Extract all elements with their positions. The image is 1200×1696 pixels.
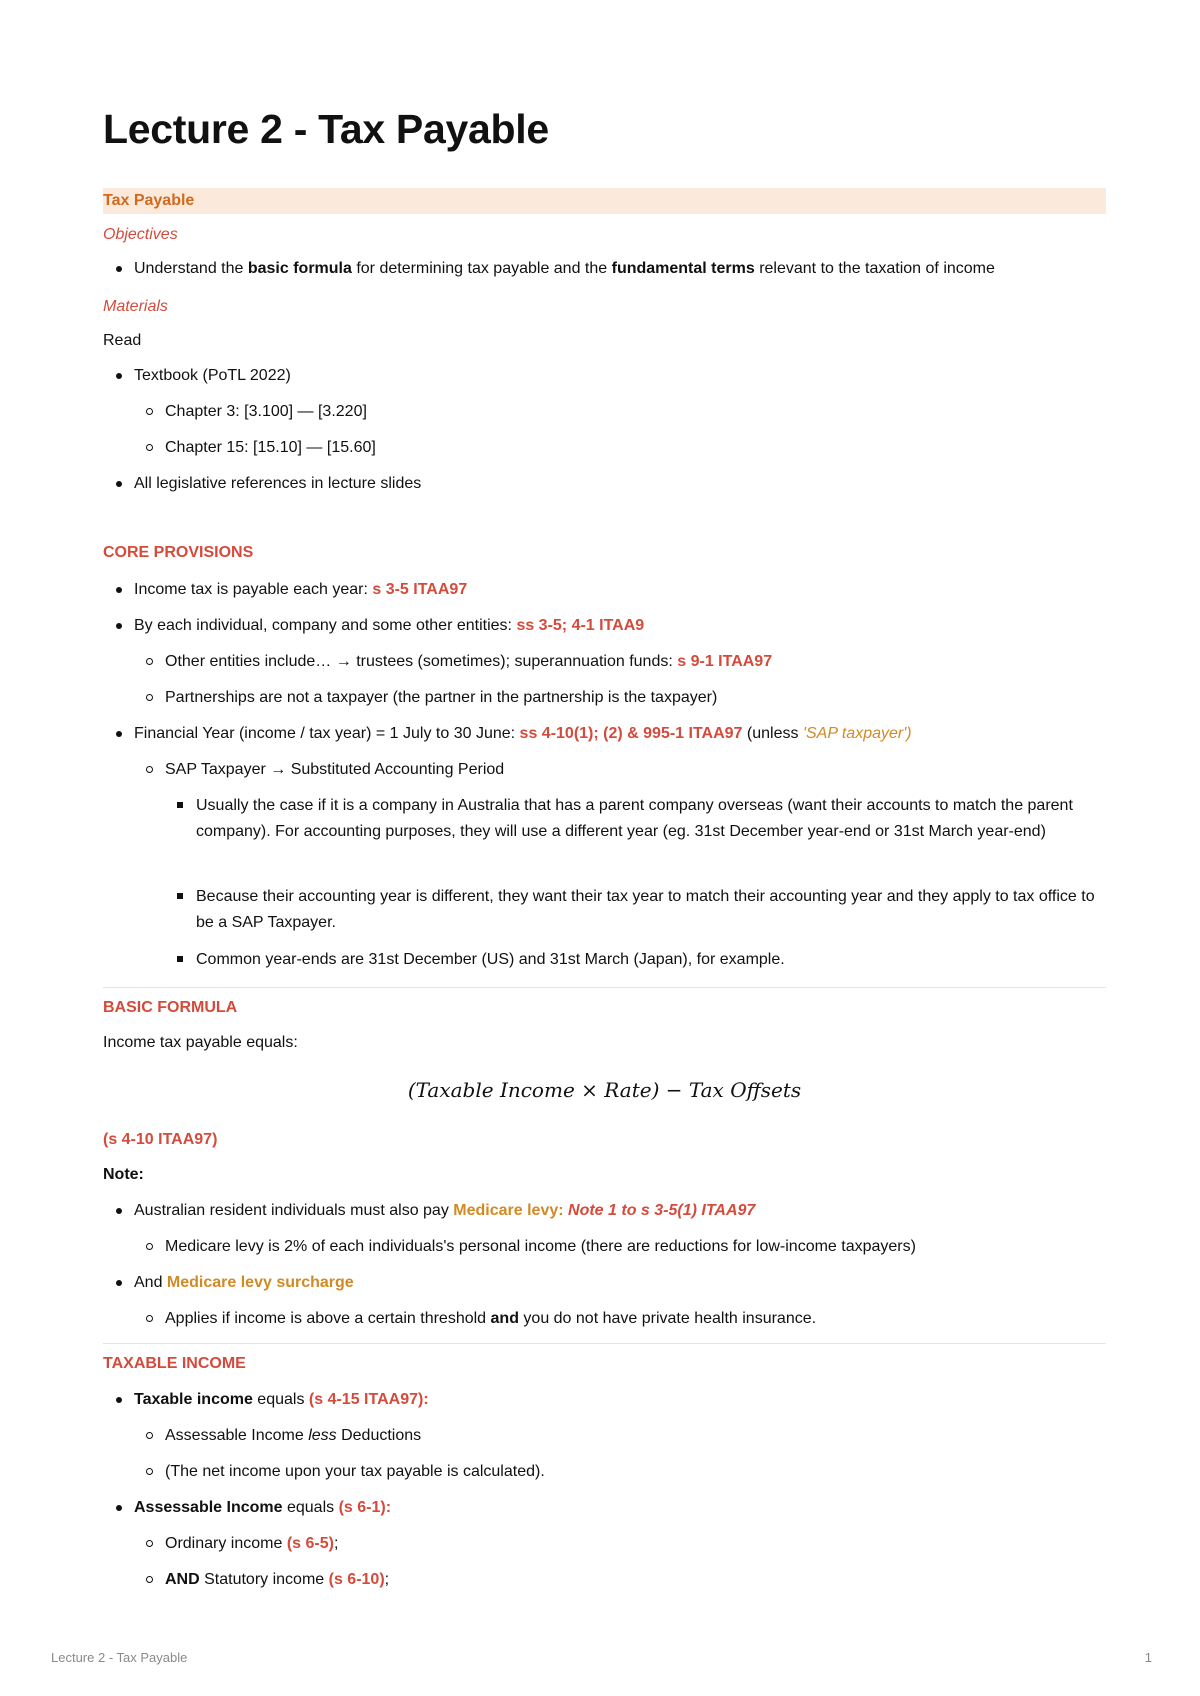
- bullet-circle-icon: [146, 1576, 153, 1583]
- bullet-dot-icon: [116, 731, 122, 737]
- section-banner-label: Tax Payable: [103, 192, 195, 209]
- page-title: Lecture 2 - Tax Payable: [103, 106, 549, 152]
- bullet-circle-icon: [146, 1540, 153, 1547]
- core-item-3a3: Common year-ends are 31st December (US) and 31st March (Japan), for example.: [196, 951, 785, 968]
- materials-chapter3: Chapter 3: [3.100] — [3.220]: [165, 403, 367, 420]
- note-item-1: Australian resident individuals must also pay Medicare levy: Note 1 to s 3-5(1) ITAA97: [134, 1202, 756, 1219]
- bullet-square-icon: [177, 893, 183, 899]
- bullet-dot-icon: [116, 1505, 122, 1511]
- bullet-circle-icon: [146, 1468, 153, 1475]
- footer-page-number: 1: [1144, 1650, 1152, 1665]
- bullet-dot-icon: [116, 266, 122, 272]
- bullet-circle-icon: [146, 694, 153, 701]
- bullet-circle-icon: [146, 408, 153, 415]
- taxable-item-1: Taxable income equals (s 4-15 ITAA97):: [134, 1391, 429, 1408]
- bullet-circle-icon: [146, 658, 153, 665]
- bullet-dot-icon: [116, 587, 122, 593]
- basic-formula-intro: Income tax payable equals:: [103, 1034, 298, 1051]
- note-label: Note:: [103, 1166, 144, 1183]
- core-item-1: Income tax is payable each year: s 3-5 ITAA97: [134, 581, 468, 598]
- bullet-circle-icon: [146, 1243, 153, 1250]
- bullet-dot-icon: [116, 1280, 122, 1286]
- bullet-dot-icon: [116, 623, 122, 629]
- materials-read: Read: [103, 332, 142, 349]
- bullet-dot-icon: [116, 373, 122, 379]
- note-item-1a: Medicare levy is 2% of each individuals's personal income (there are reductions for low-income taxpayers): [165, 1238, 916, 1255]
- core-item-3a1: Usually the case if it is a company in Australia that has a parent company overseas (want their accounts to match the parent company). For accounting purposes, they will use a different year (eg. 31st December year-end or 31st March year-end): [196, 797, 1073, 840]
- bullet-dot-icon: [116, 1397, 122, 1403]
- note-item-2: And Medicare levy surcharge: [134, 1274, 354, 1291]
- section-divider: [103, 987, 1106, 988]
- core-item-2: By each individual, company and some other entities: ss 3-5; 4-1 ITAA9: [134, 617, 645, 634]
- bullet-dot-icon: [116, 481, 122, 487]
- materials-legislative: All legislative references in lecture slides: [134, 475, 422, 492]
- taxable-item-1a: Assessable Income less Deductions: [165, 1427, 422, 1444]
- taxable-item-1b: (The net income upon your tax payable is calculated).: [165, 1463, 545, 1480]
- objectives-item: Understand the basic formula for determining tax payable and the fundamental terms relevant to the taxation of income: [134, 260, 995, 277]
- bullet-square-icon: [177, 802, 183, 808]
- taxable-item-2a: Ordinary income (s 6-5);: [165, 1535, 339, 1552]
- core-item-3a: SAP Taxpayer → Substituted Accounting Period: [165, 761, 505, 778]
- bullet-square-icon: [177, 956, 183, 962]
- section-divider: [103, 1343, 1106, 1344]
- bullet-circle-icon: [146, 1315, 153, 1322]
- core-item-3a2: Because their accounting year is different, they want their tax year to match their accounting year and they apply to tax office to be a SAP Taxpayer.: [196, 888, 1095, 931]
- note-item-2a: Applies if income is above a certain threshold and you do not have private health insurance.: [165, 1310, 817, 1327]
- core-item-2a: Other entities include… → trustees (sometimes); superannuation funds: s 9-1 ITAA97: [165, 653, 773, 670]
- bullet-circle-icon: [146, 766, 153, 773]
- objectives-label: Objectives: [103, 226, 178, 243]
- footer-title: Lecture 2 - Tax Payable: [51, 1650, 188, 1665]
- section-banner: [103, 188, 1106, 214]
- core-item-3: Financial Year (income / tax year) = 1 July to 30 June: ss 4-10(1); (2) & 995-1 ITAA97 (unless 'SAP taxpayer'): [134, 725, 912, 742]
- taxable-item-2b: AND Statutory income (s 6-10);: [165, 1571, 390, 1588]
- core-item-2b: Partnerships are not a taxpayer (the partner in the partnership is the taxpayer): [165, 689, 718, 706]
- bullet-circle-icon: [146, 1432, 153, 1439]
- materials-chapter15: Chapter 15: [15.10] — [15.60]: [165, 439, 376, 456]
- materials-label: Materials: [103, 298, 168, 315]
- taxable-income-heading: TAXABLE INCOME: [103, 1355, 246, 1372]
- taxable-item-2: Assessable Income equals (s 6-1):: [134, 1499, 392, 1516]
- tax-formula: (Taxable Income × Rate) − Tax Offsets: [407, 1078, 802, 1102]
- bullet-circle-icon: [146, 444, 153, 451]
- basic-formula-heading: BASIC FORMULA: [103, 999, 238, 1016]
- bullet-dot-icon: [116, 1208, 122, 1214]
- core-provisions-heading: CORE PROVISIONS: [103, 544, 254, 561]
- basic-formula-reference: (s 4-10 ITAA97): [103, 1131, 218, 1148]
- materials-textbook: Textbook (PoTL 2022): [134, 367, 291, 384]
